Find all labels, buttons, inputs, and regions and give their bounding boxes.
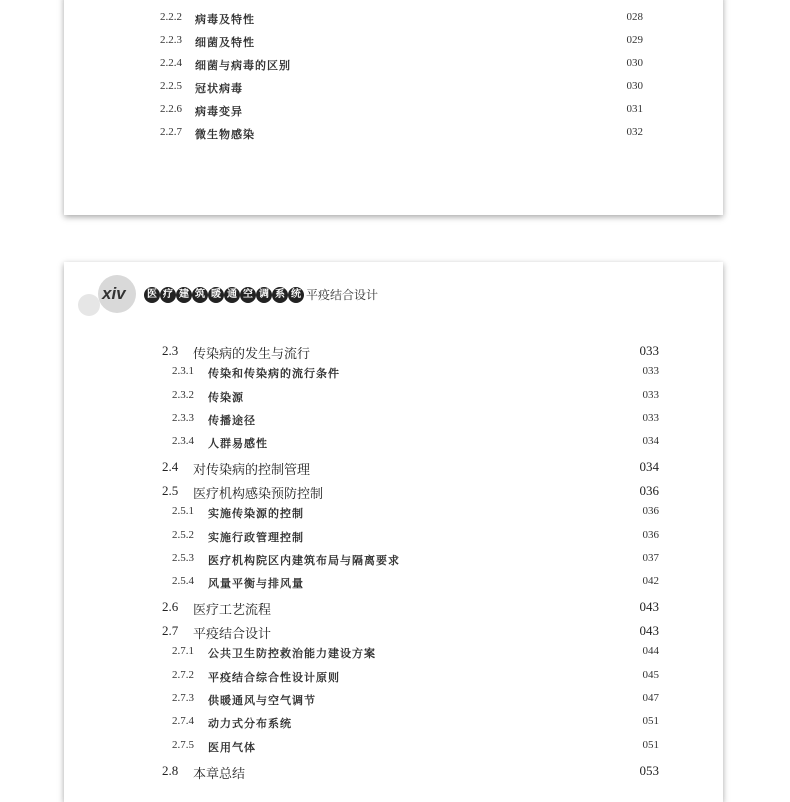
toc-entry-title: 微生物感染: [195, 128, 255, 141]
book-title-char: 暖: [208, 287, 224, 303]
toc-page-bottom: [64, 262, 723, 802]
toc-entry-number: 2.7.4: [172, 715, 194, 727]
toc-entry[interactable]: [64, 763, 723, 783]
toc-entry-number: 2.2.5: [160, 80, 182, 92]
toc-entry-title: 对传染病的控制管理: [193, 463, 311, 478]
book-title-char: 系: [272, 287, 288, 303]
book-title-rest: 平疫结合设计: [306, 288, 379, 302]
page-header: [78, 272, 418, 316]
toc-entry[interactable]: [64, 343, 723, 363]
toc-entry[interactable]: [64, 459, 723, 479]
toc-entry-title: 本章总结: [193, 767, 246, 782]
toc-entry-page: 043: [639, 623, 659, 638]
book-title-char: 筑: [192, 287, 208, 303]
toc-entry-number: 2.6: [162, 599, 179, 614]
toc-entry[interactable]: [64, 126, 723, 146]
book-title-char: 空: [240, 287, 256, 303]
toc-entry[interactable]: [64, 365, 723, 385]
book-title: [144, 286, 378, 303]
toc-entry-page: 030: [626, 57, 643, 69]
toc-entry-page: 045: [642, 669, 659, 681]
toc-entry[interactable]: [64, 623, 723, 643]
toc-entry-number: 2.3: [162, 343, 179, 358]
toc-entry[interactable]: [64, 34, 723, 54]
toc-entry-number: 2.3.3: [172, 412, 194, 424]
toc-entry-title: 传染源: [208, 391, 244, 404]
toc-entry-number: 2.5.2: [172, 529, 194, 541]
toc-entry[interactable]: [64, 715, 723, 735]
toc-entry-title: 平疫结合设计: [193, 627, 272, 642]
toc-entry-page: 029: [626, 34, 643, 46]
toc-entry-number: 2.7: [162, 623, 179, 638]
toc-entry-number: 2.2.4: [160, 57, 182, 69]
decorative-circle-small: [78, 294, 100, 316]
toc-entry-title: 动力式分布系统: [208, 717, 292, 730]
toc-entry-number: 2.4: [162, 459, 179, 474]
toc-entry-page: 031: [626, 103, 643, 115]
toc-entry[interactable]: [64, 599, 723, 619]
toc-entry-number: 2.7.5: [172, 739, 194, 751]
toc-entry-page: 036: [642, 529, 659, 541]
toc-entry-number: 2.3.1: [172, 365, 194, 377]
toc-entry-title: 病毒变异: [195, 105, 243, 118]
toc-page-top: [64, 0, 723, 215]
toc-entry-page: 028: [626, 11, 643, 23]
toc-entry-title: 人群易感性: [208, 437, 268, 450]
toc-entry-page: 033: [642, 365, 659, 377]
toc-entry[interactable]: [64, 80, 723, 100]
book-title-char: 医: [144, 287, 160, 303]
toc-entry-title: 平疫结合综合性设计原则: [208, 671, 340, 684]
toc-entry[interactable]: [64, 389, 723, 409]
toc-entry-page: 033: [642, 412, 659, 424]
toc-entry-number: 2.3.4: [172, 435, 194, 447]
book-title-char: 统: [288, 287, 304, 303]
toc-entry[interactable]: [64, 483, 723, 503]
toc-entry-title: 冠状病毒: [195, 82, 243, 95]
toc-entry-number: 2.5.3: [172, 552, 194, 564]
book-title-char: 建: [176, 287, 192, 303]
toc-entry-title: 风量平衡与排风量: [208, 577, 304, 590]
toc-entry-number: 2.2.3: [160, 34, 182, 46]
toc-entry-page: 034: [639, 459, 659, 474]
toc-entry-title: 传染病的发生与流行: [193, 347, 311, 362]
toc-entry-page: 036: [639, 483, 659, 498]
toc-entry-page: 033: [639, 343, 659, 358]
toc-entry-title: 医用气体: [208, 741, 256, 754]
toc-entry-number: 2.3.2: [172, 389, 194, 401]
toc-entry-page: 030: [626, 80, 643, 92]
toc-entry-page: 032: [626, 126, 643, 138]
toc-entry-title: 医疗机构感染预防控制: [193, 487, 324, 502]
toc-entry[interactable]: [64, 505, 723, 525]
toc-entry-number: 2.5: [162, 483, 179, 498]
book-title-char: 疗: [160, 287, 176, 303]
toc-entry-number: 2.7.1: [172, 645, 194, 657]
toc-entry[interactable]: [64, 435, 723, 455]
toc-entry[interactable]: [64, 529, 723, 549]
toc-entry[interactable]: [64, 669, 723, 689]
toc-entry-title: 传染和传染病的流行条件: [208, 367, 340, 380]
toc-entry[interactable]: [64, 11, 723, 31]
toc-entry[interactable]: [64, 412, 723, 432]
toc-entry-title: 病毒及特性: [195, 13, 255, 26]
toc-entry[interactable]: [64, 575, 723, 595]
toc-entry-page: 044: [642, 645, 659, 657]
toc-entry-number: 2.5.1: [172, 505, 194, 517]
toc-entry-number: 2.7.3: [172, 692, 194, 704]
toc-entry-title: 实施传染源的控制: [208, 507, 304, 520]
toc-entry-page: 036: [642, 505, 659, 517]
toc-entry-title: 实施行政管理控制: [208, 531, 304, 544]
toc-entry-page: 042: [642, 575, 659, 587]
toc-entry-page: 043: [639, 599, 659, 614]
toc-entry[interactable]: [64, 552, 723, 572]
toc-entry-title: 传播途径: [208, 414, 256, 427]
toc-entry-number: 2.8: [162, 763, 179, 778]
toc-entry-page: 037: [642, 552, 659, 564]
toc-entry-number: 2.7.2: [172, 669, 194, 681]
toc-entry-page: 051: [642, 715, 659, 727]
toc-entry[interactable]: [64, 739, 723, 759]
toc-entry-title: 供暖通风与空气调节: [208, 694, 316, 707]
toc-entry-title: 医疗机构院区内建筑布局与隔离要求: [208, 554, 400, 567]
toc-entry-number: 2.2.2: [160, 11, 182, 23]
toc-entry-page: 033: [642, 389, 659, 401]
toc-entry-number: 2.2.6: [160, 103, 182, 115]
toc-entry-page: 053: [639, 763, 659, 778]
page-number: xiv: [102, 284, 126, 303]
toc-entry-page: 051: [642, 739, 659, 751]
toc-entry[interactable]: [64, 57, 723, 77]
toc-entry[interactable]: [64, 692, 723, 712]
book-title-char: 通: [224, 287, 240, 303]
toc-entry-page: 034: [642, 435, 659, 447]
toc-entry-title: 细菌与病毒的区别: [195, 59, 291, 72]
toc-entry[interactable]: [64, 103, 723, 123]
toc-entry-title: 公共卫生防控救治能力建设方案: [208, 647, 376, 660]
book-title-char: 调: [256, 287, 272, 303]
toc-entry-page: 047: [642, 692, 659, 704]
toc-entry-title: 医疗工艺流程: [193, 603, 272, 618]
book-title-circled: [144, 287, 304, 301]
toc-entry[interactable]: [64, 645, 723, 665]
toc-entry-number: 2.5.4: [172, 575, 194, 587]
toc-entry-title: 细菌及特性: [195, 36, 255, 49]
toc-entry-number: 2.2.7: [160, 126, 182, 138]
